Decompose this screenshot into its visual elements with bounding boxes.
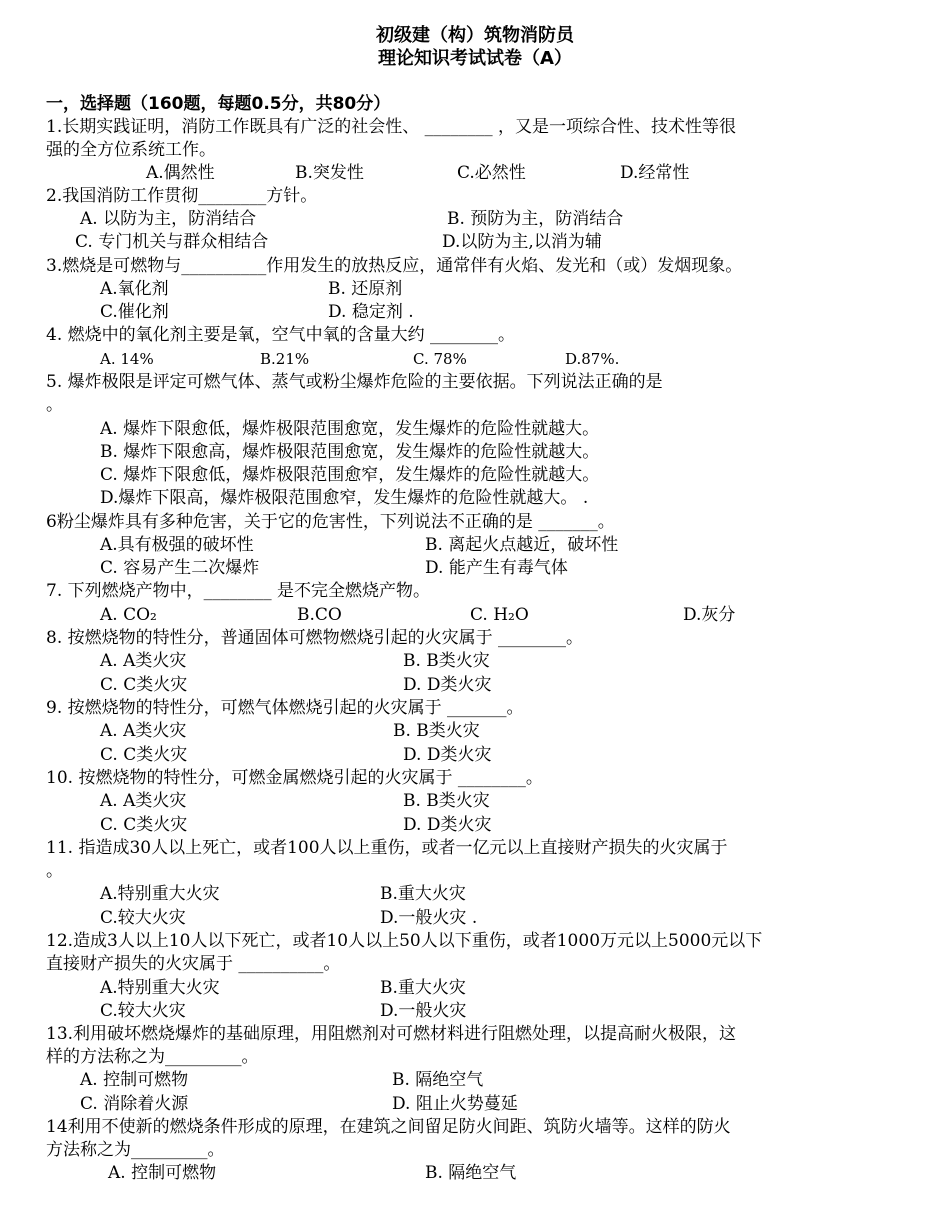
question-12-line-2: 直接财产损失的火灾属于 __________。 — [46, 954, 341, 974]
q12-option-c: C.较大火灾 — [100, 1001, 186, 1021]
q3-option-b: B. 还原剂 — [328, 279, 403, 299]
question-9: 9. 按燃烧物的特性分，可燃气体燃烧引起的火灾属于 _______。 — [46, 698, 524, 718]
q9-option-b: B. B类火灾 — [393, 721, 480, 741]
exam-title-line-2: 理论知识考试试卷（A） — [378, 48, 572, 69]
q13-option-b: B. 隔绝空气 — [392, 1070, 484, 1090]
q11-option-b: B.重大火灾 — [380, 884, 466, 904]
question-7: 7. 下列燃烧产物中，________ 是不完全燃烧产物。 — [46, 581, 431, 601]
q2-option-a: A. 以防为主，防消结合 — [80, 209, 257, 229]
q12-option-d: D.一般火灾 — [380, 1001, 467, 1021]
question-6: 6粉尘爆炸具有多种危害，关于它的危害性，下列说法不正确的是 _______。 — [46, 512, 615, 532]
q8-option-d: D. D类火灾 — [403, 675, 492, 695]
question-10: 10. 按燃烧物的特性分，可燃金属燃烧引起的火灾属于 ________。 — [46, 768, 543, 788]
question-3: 3.燃烧是可燃物与__________作用发生的放热反应，通常伴有火焰、发光和（或）发烟现象。 — [46, 256, 743, 276]
q11-option-c: C.较大火灾 — [100, 908, 186, 928]
q4-option-d: D.87%. — [565, 350, 620, 368]
section-heading: 一，选择题（160题，每题0.5分，共80分） — [46, 94, 391, 114]
question-5-line-1: 5. 爆炸极限是评定可燃气体、蒸气或粉尘爆炸危险的主要依据。下列说法正确的是 — [46, 372, 663, 392]
q13-option-c: C. 消除着火源 — [80, 1094, 189, 1114]
q1-option-d: D.经常性 — [620, 163, 690, 183]
q8-option-c: C. C类火灾 — [100, 675, 188, 695]
q4-option-a: A. 14% — [100, 350, 154, 368]
q10-option-a: A. A类火灾 — [100, 791, 187, 811]
question-8: 8. 按燃烧物的特性分，普通固体可燃物燃烧引起的火灾属于 ________。 — [46, 628, 584, 648]
q10-option-b: B. B类火灾 — [403, 791, 490, 811]
q6-option-d: D. 能产生有毒气体 — [425, 558, 568, 578]
q14-option-b: B. 隔绝空气 — [425, 1163, 517, 1183]
q10-option-c: C. C类火灾 — [100, 815, 188, 835]
question-1-line-2: 强的全方位系统工作。 — [46, 140, 216, 160]
q6-option-b: B. 离起火点越近，破坏性 — [425, 535, 619, 555]
q4-option-c: C. 78% — [413, 350, 467, 368]
q9-option-d: D. D类火灾 — [403, 745, 492, 765]
question-5-line-2: 。 — [46, 395, 63, 415]
q9-option-a: A. A类火灾 — [100, 721, 187, 741]
q7-option-b: B.CO — [297, 605, 342, 625]
q13-option-d: D. 阻止火势蔓延 — [392, 1094, 518, 1114]
q7-option-a: A. CO₂ — [100, 605, 157, 625]
question-11-line-2: 。 — [46, 861, 63, 881]
q8-option-a: A. A类火灾 — [100, 651, 187, 671]
q8-option-b: B. B类火灾 — [403, 651, 490, 671]
q3-option-c: C.催化剂 — [100, 302, 169, 322]
q1-option-c: C.必然性 — [457, 163, 526, 183]
question-13-line-1: 13.利用破坏燃烧爆炸的基础原理，用阻燃剂对可燃材料进行阻燃处理，以提高耐火极限，这 — [46, 1024, 737, 1044]
q13-option-a: A. 控制可燃物 — [80, 1070, 189, 1090]
question-4: 4. 燃烧中的氧化剂主要是氧，空气中氧的含量大约 ________。 — [46, 325, 516, 345]
q12-option-a: A.特别重大火灾 — [100, 978, 220, 998]
q3-option-a: A.氧化剂 — [100, 279, 169, 299]
q9-option-c: C. C类火灾 — [100, 745, 188, 765]
q12-option-b: B.重大火灾 — [380, 978, 466, 998]
q11-option-d: D.一般火灾 . — [380, 908, 478, 928]
question-2: 2.我国消防工作贯彻________方针。 — [46, 186, 318, 206]
exam-title-line-1: 初级建（构）筑物消防员 — [376, 25, 574, 46]
question-5-option-b: B. 爆炸下限愈高，爆炸极限范围愈宽，发生爆炸的危险性就越大。 — [100, 442, 600, 462]
q4-option-b: B.21% — [260, 350, 310, 368]
q6-option-a: A.具有极强的破坏性 — [100, 535, 254, 555]
q7-option-c: C. H₂O — [470, 605, 529, 625]
q3-option-d: D. 稳定剂 . — [328, 302, 414, 322]
question-5-option-c: C. 爆炸下限愈低，爆炸极限范围愈窄，发生爆炸的危险性就越大。 — [100, 465, 600, 485]
q2-option-c: C. 专门机关与群众相结合 — [75, 232, 269, 252]
q1-option-b: B.突发性 — [295, 163, 364, 183]
question-1-line-1: 1.长期实践证明，消防工作既具有广泛的社会性、 ________ ，又是一项综合性、技术性等很 — [46, 117, 737, 137]
q2-option-d: D.以防为主,以消为辅 — [442, 232, 602, 252]
question-5-option-d: D.爆炸下限高，爆炸极限范围愈窄，发生爆炸的危险性就越大。 . — [100, 488, 589, 508]
q7-option-d: D.灰分 — [683, 605, 736, 625]
q10-option-d: D. D类火灾 — [403, 815, 492, 835]
question-14-line-2: 方法称之为_________。 — [46, 1140, 225, 1160]
q1-option-a: A.偶然性 — [146, 163, 215, 183]
q2-option-b: B. 预防为主，防消结合 — [447, 209, 624, 229]
question-14-line-1: 14利用不使新的燃烧条件形成的原理，在建筑之间留足防火间距、筑防火墙等。这样的防火 — [46, 1117, 731, 1137]
question-13-line-2: 样的方法称之为_________。 — [46, 1047, 259, 1067]
q6-option-c: C. 容易产生二次爆炸 — [100, 558, 260, 578]
question-11-line-1: 11. 指造成30人以上死亡，或者100人以上重伤，或者一亿元以上直接财产损失的火灾属于 — [46, 838, 728, 858]
q14-option-a: A. 控制可燃物 — [108, 1163, 217, 1183]
q11-option-a: A.特别重大火灾 — [100, 884, 220, 904]
question-12-line-1: 12.造成3人以上10人以下死亡，或者10人以上50人以下重伤，或者1000万元以上5000元以下 — [46, 931, 763, 951]
question-5-option-a: A. 爆炸下限愈低，爆炸极限范围愈宽，发生爆炸的危险性就越大。 — [100, 419, 600, 439]
